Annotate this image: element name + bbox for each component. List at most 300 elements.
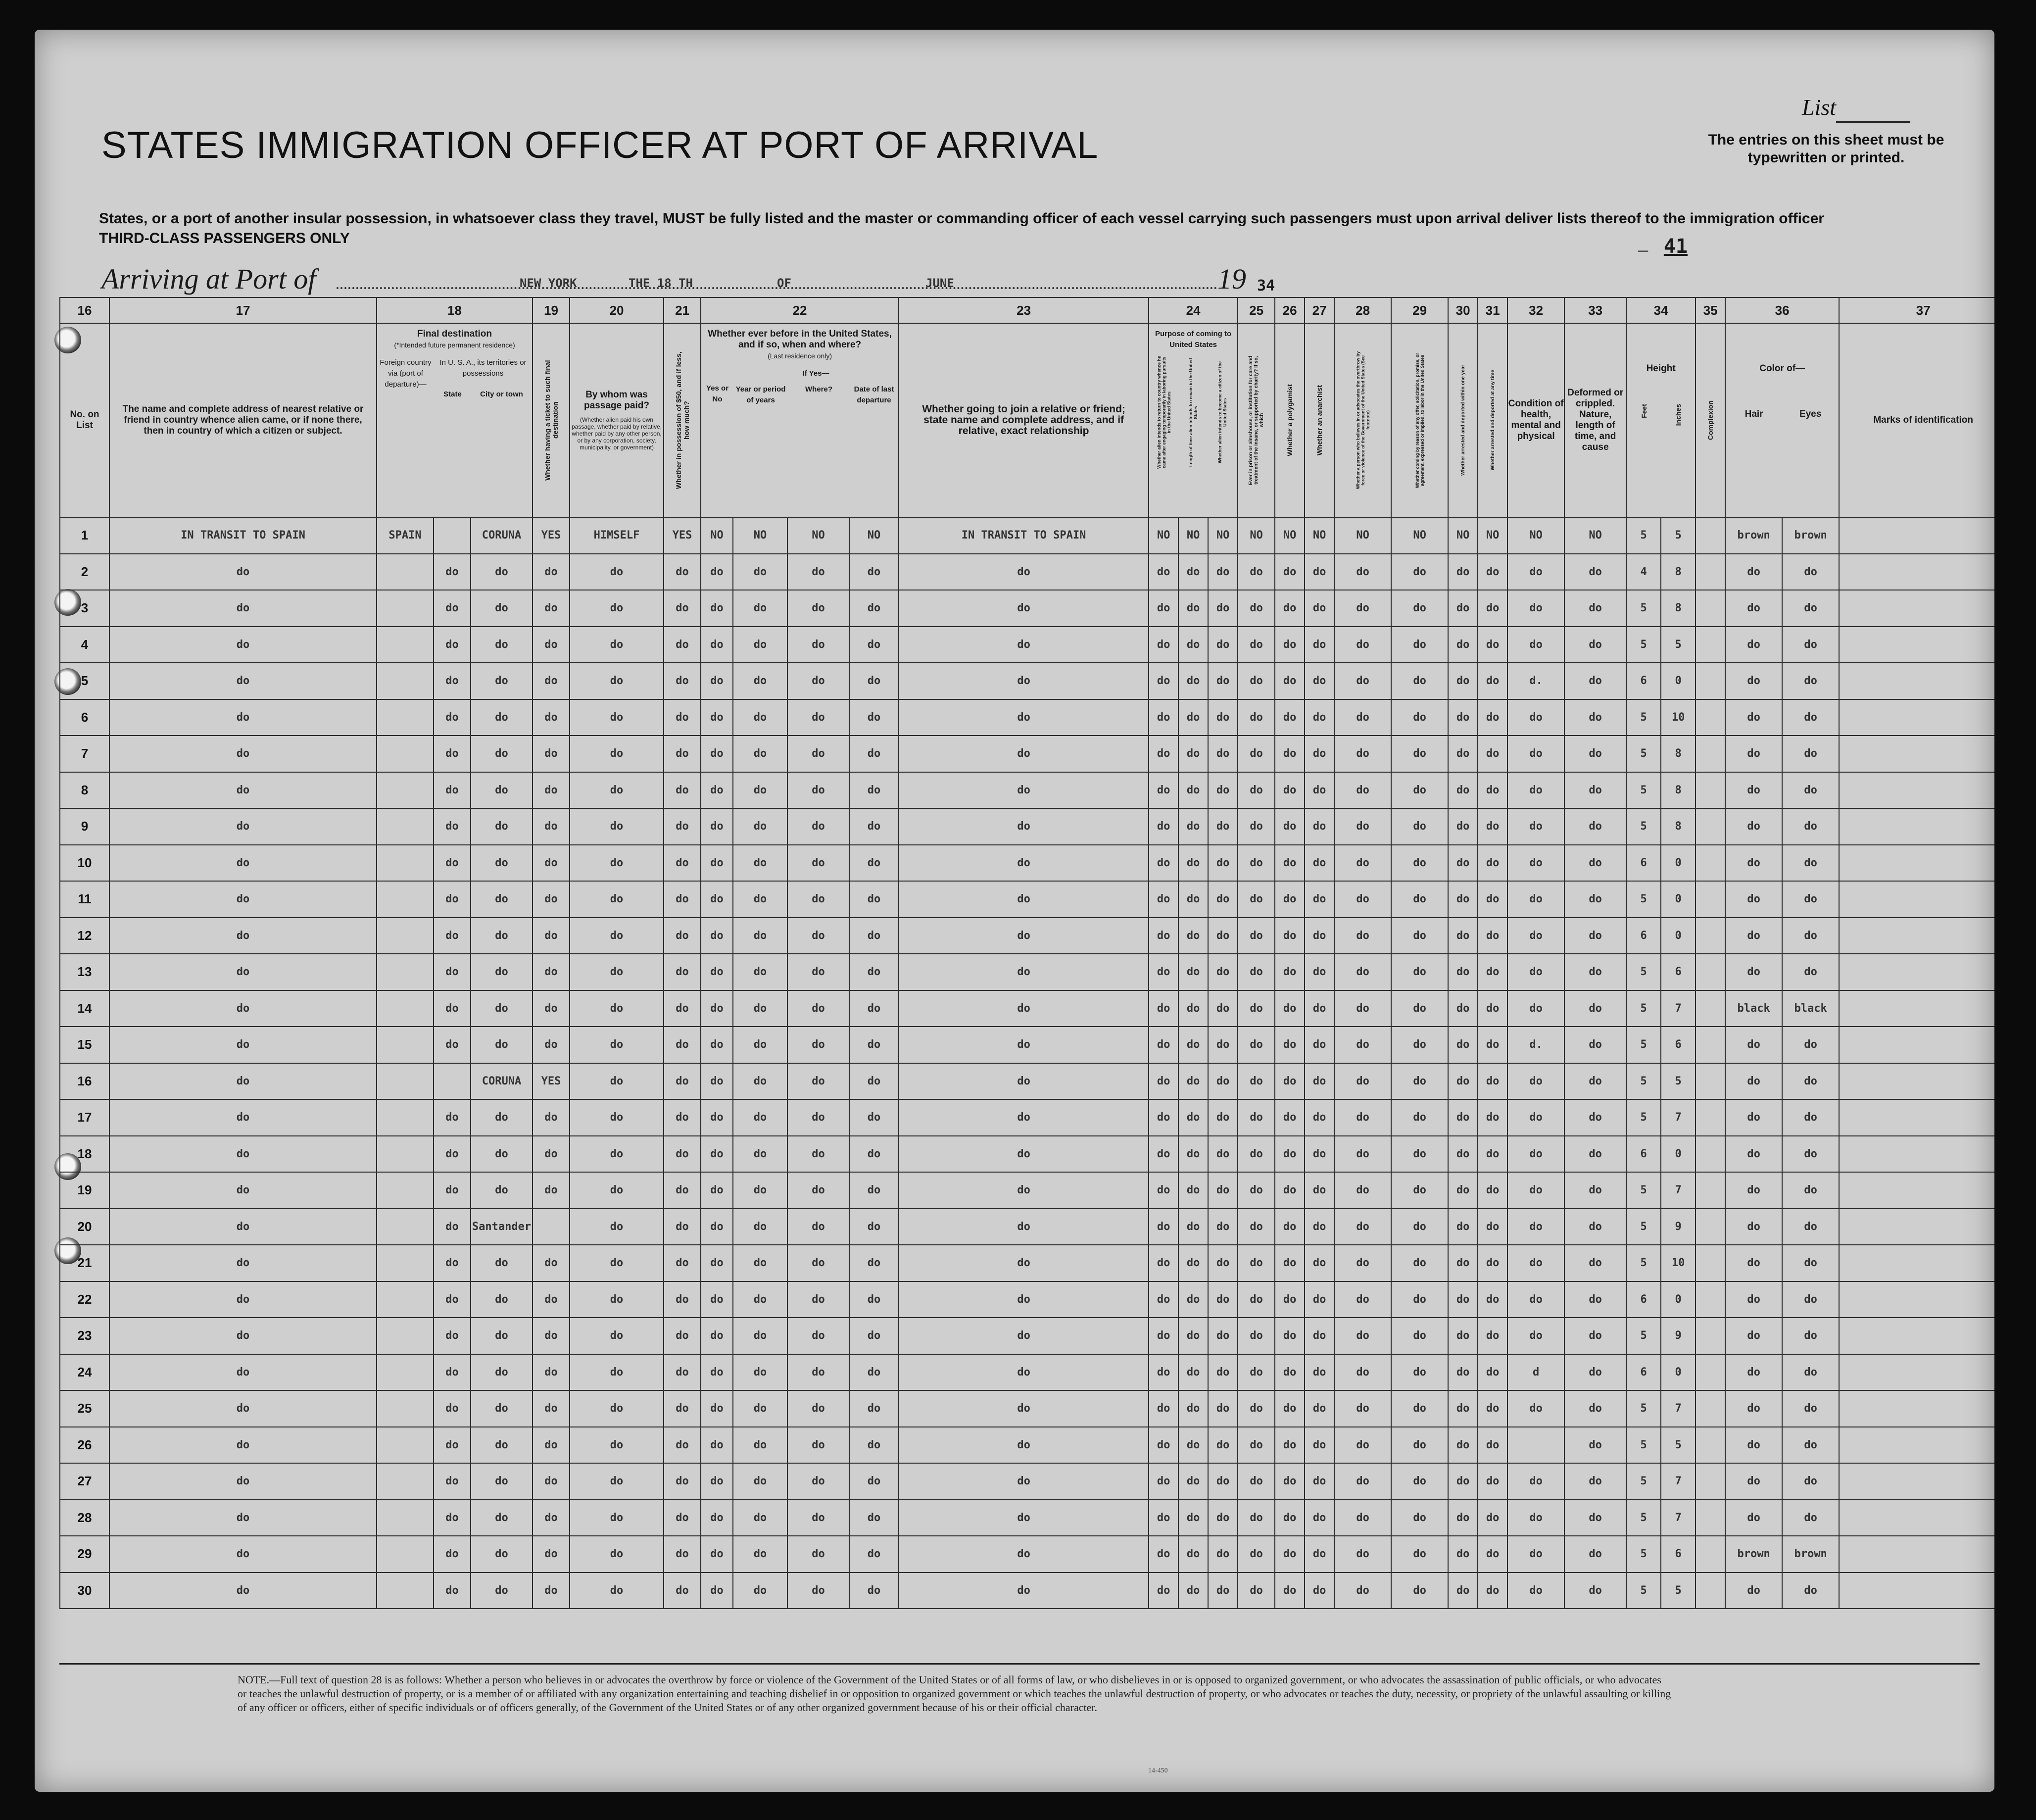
cell-c29: do [1391, 1390, 1448, 1427]
cell-yn: do [701, 808, 733, 845]
cell-c17: do [109, 736, 377, 772]
cell-where: do [787, 954, 849, 990]
year-period-label: Year or period of years [735, 385, 786, 404]
cell-c35 [1696, 1500, 1725, 1536]
cell-c17: do [109, 954, 377, 990]
cell-in: 7 [1661, 1172, 1696, 1209]
cell-c35 [1696, 1427, 1725, 1464]
cell-c23: do [899, 1245, 1149, 1281]
cell-c28: do [1334, 1427, 1391, 1464]
cell-in: 9 [1661, 1318, 1696, 1354]
cell-c31: do [1478, 1500, 1507, 1536]
month-value: JUNE [925, 276, 954, 290]
col-number: 34 [1626, 297, 1696, 323]
cell-city: CORUNA [471, 1063, 533, 1100]
cell-c33: do [1564, 1281, 1626, 1318]
cell-c19: do [533, 1281, 570, 1318]
cell-c: do [1208, 736, 1238, 772]
cell-c27: do [1305, 1027, 1334, 1063]
cell-c27: do [1305, 1281, 1334, 1318]
cell-c27: do [1305, 845, 1334, 882]
cell-foreign [377, 1463, 434, 1500]
cell-ft: 5 [1626, 1500, 1661, 1536]
cell-c20: do [570, 1209, 664, 1245]
cell-ft: 5 [1626, 1390, 1661, 1427]
cell-ft: 5 [1626, 517, 1661, 554]
cell-c35 [1696, 663, 1725, 699]
cell-c23: do [899, 1027, 1149, 1063]
cell-yn: do [701, 663, 733, 699]
cell-c30: do [1448, 1172, 1478, 1209]
cell-c27: do [1305, 736, 1334, 772]
cell-a: do [1149, 1209, 1178, 1245]
cell-city: Santander [471, 1209, 533, 1245]
cell-c17: do [109, 808, 377, 845]
cell-ft: 6 [1626, 663, 1661, 699]
cell-c25: do [1238, 699, 1275, 736]
cell-eyes: do [1782, 772, 1839, 809]
cell-c19: do [533, 1099, 570, 1136]
cell-a: do [1149, 1063, 1178, 1100]
cell-c31: do [1478, 954, 1507, 990]
cell-yr: do [733, 918, 787, 954]
cell-yn: do [701, 990, 733, 1027]
cell-yr: do [733, 1573, 787, 1609]
cell-c30: do [1448, 1354, 1478, 1391]
cell-c19: do [533, 990, 570, 1027]
cell-c25: do [1238, 1063, 1275, 1100]
table-row [60, 554, 1994, 590]
cell-in: 10 [1661, 699, 1696, 736]
cell-c20: do [570, 590, 664, 627]
cell-in: 0 [1661, 1281, 1696, 1318]
cell-a: do [1149, 1172, 1178, 1209]
header-prison [1238, 323, 1275, 517]
cell-b: do [1178, 1063, 1208, 1100]
cell-c21: do [664, 1427, 701, 1464]
cell-ft: 6 [1626, 918, 1661, 954]
cell-c17: do [109, 1318, 377, 1354]
cell-a: do [1149, 554, 1178, 590]
cell-c21: do [664, 1573, 701, 1609]
cell-c21: do [664, 554, 701, 590]
cell-hair: do [1725, 881, 1782, 918]
cell-yr: do [733, 845, 787, 882]
cell-c35 [1696, 1463, 1725, 1500]
year-prefix: 19 [1217, 263, 1246, 295]
cell-state: do [434, 1354, 471, 1391]
cell-date: do [849, 1063, 899, 1100]
cell-city: do [471, 881, 533, 918]
cell-c19: do [533, 1172, 570, 1209]
cell-where: do [787, 845, 849, 882]
subtitle: States, or a port of another insular possession, in whatsoever class they travel, MUST be fully listed and the master or commanding officer of each vessel carrying such passengers must upon arrival deliver lists thereof to the immigration officer [99, 210, 1824, 227]
cell-c27: do [1305, 554, 1334, 590]
passage-paid-subtitle: (Whether alien paid his own passage, whether paid by relative, whether paid by any other person, or by any corporation, society, municipality, or government) [571, 416, 662, 451]
eyes-label: Eyes [1799, 409, 1822, 419]
cell-c30: do [1448, 1027, 1478, 1063]
table-row [60, 1536, 1994, 1573]
cell-c17: do [109, 845, 377, 882]
cell-c25: do [1238, 772, 1275, 809]
cell-c: do [1208, 918, 1238, 954]
cell-c30: do [1448, 1390, 1478, 1427]
cell-state: do [434, 918, 471, 954]
cell-c33: do [1564, 1063, 1626, 1100]
cell-in: 9 [1661, 1209, 1696, 1245]
cell-c26: do [1275, 627, 1305, 663]
header-nearest-relative: The name and complete address of nearest relative or friend in country whence alien came, or if none there, then in country of which a citizen or subject. [109, 323, 377, 517]
table-row [60, 1318, 1994, 1354]
cell-a: do [1149, 918, 1178, 954]
cell-marks [1839, 1318, 1994, 1354]
cell-date: do [849, 554, 899, 590]
page-title: STATES IMMIGRATION OFFICER AT PORT OF ARRIVAL [101, 124, 1099, 166]
cell-hair: do [1725, 590, 1782, 627]
cell-city: do [471, 663, 533, 699]
cell-no: 24 [60, 1354, 109, 1391]
cell-eyes: do [1782, 1573, 1839, 1609]
cell-eyes: do [1782, 627, 1839, 663]
cell-yn: do [701, 772, 733, 809]
cell-state: do [434, 1281, 471, 1318]
cell-c31: do [1478, 554, 1507, 590]
cell-c21: do [664, 1318, 701, 1354]
table-row [60, 699, 1994, 736]
col-number: 21 [664, 297, 701, 323]
cell-c25: do [1238, 1500, 1275, 1536]
cell-a: do [1149, 1500, 1178, 1536]
cell-c23: do [899, 1390, 1149, 1427]
cell-c29: do [1391, 1172, 1448, 1209]
cell-city: do [471, 1281, 533, 1318]
cell-b: do [1178, 1573, 1208, 1609]
cell-eyes: do [1782, 1245, 1839, 1281]
cell-in: 7 [1661, 1463, 1696, 1500]
cell-c19: do [533, 590, 570, 627]
cell-where: do [787, 1573, 849, 1609]
final-destination-subtitle: (*Intended future permanent residence) [394, 341, 515, 349]
cell-c21: do [664, 881, 701, 918]
cell-date: do [849, 954, 899, 990]
cell-eyes: do [1782, 1027, 1839, 1063]
purpose-length-label: Length of time alien intends to remain in the United States [1188, 358, 1199, 467]
cell-c33: do [1564, 772, 1626, 809]
cell-c29: do [1391, 1136, 1448, 1173]
cell-c27: NO [1305, 517, 1334, 554]
cell-hair: do [1725, 1463, 1782, 1500]
cell-yn: do [701, 881, 733, 918]
cell-c25: do [1238, 954, 1275, 990]
cell-c28: do [1334, 881, 1391, 918]
cell-c32: do [1507, 1573, 1564, 1609]
cell-c17: do [109, 772, 377, 809]
cell-city: CORUNA [471, 517, 533, 554]
cell-no: 7 [60, 736, 109, 772]
cell-where: do [787, 1281, 849, 1318]
cell-ft: 5 [1626, 1536, 1661, 1573]
cell-eyes: do [1782, 699, 1839, 736]
cell-a: do [1149, 845, 1178, 882]
cell-c17: do [109, 1063, 377, 1100]
cell-c19: do [533, 554, 570, 590]
cell-c30: do [1448, 663, 1478, 699]
cell-city: do [471, 1536, 533, 1573]
cell-c35 [1696, 1099, 1725, 1136]
cell-c33: do [1564, 1209, 1626, 1245]
cell-c19: do [533, 1390, 570, 1427]
cell-c25: do [1238, 1172, 1275, 1209]
cell-foreign [377, 990, 434, 1027]
cell-c26: do [1275, 1245, 1305, 1281]
cell-c21: do [664, 772, 701, 809]
cell-where: do [787, 1209, 849, 1245]
cell-c17: do [109, 1027, 377, 1063]
cell-in: 0 [1661, 1136, 1696, 1173]
cell-marks [1839, 845, 1994, 882]
header-height [1626, 323, 1696, 517]
cell-ft: 5 [1626, 1099, 1661, 1136]
cell-c: do [1208, 1318, 1238, 1354]
cell-a: do [1149, 1536, 1178, 1573]
cell-c23: do [899, 1172, 1149, 1209]
header-complexion [1696, 323, 1725, 517]
cell-c35 [1696, 954, 1725, 990]
cell-yr: do [733, 699, 787, 736]
cell-c32: do [1507, 736, 1564, 772]
cell-c23: do [899, 554, 1149, 590]
cell-yn: do [701, 918, 733, 954]
cell-where: do [787, 554, 849, 590]
cell-c33: do [1564, 1099, 1626, 1136]
cell-a: do [1149, 881, 1178, 918]
usa-label: In U. S. A., its territories or possessions [439, 358, 527, 378]
cell-c35 [1696, 918, 1725, 954]
cell-c29: do [1391, 1318, 1448, 1354]
cell-hair: do [1725, 1099, 1782, 1136]
cell-city: do [471, 918, 533, 954]
cell-eyes: do [1782, 918, 1839, 954]
cell-c23: do [899, 1463, 1149, 1500]
cell-c19: do [533, 808, 570, 845]
cell-c26: do [1275, 845, 1305, 882]
cell-foreign [377, 1354, 434, 1391]
cell-where: do [787, 808, 849, 845]
cell-eyes: do [1782, 663, 1839, 699]
cell-c26: do [1275, 1318, 1305, 1354]
cell-marks [1839, 1536, 1994, 1573]
cell-b: do [1178, 1318, 1208, 1354]
cell-date: do [849, 1027, 899, 1063]
cell-hair: do [1725, 845, 1782, 882]
cell-c25: do [1238, 1245, 1275, 1281]
cell-c: do [1208, 1354, 1238, 1391]
cell-b: do [1178, 1427, 1208, 1464]
cell-c29: do [1391, 1536, 1448, 1573]
cell-date: do [849, 1136, 899, 1173]
cell-c32: d. [1507, 1027, 1564, 1063]
cell-c17: do [109, 1536, 377, 1573]
cell-b: do [1178, 845, 1208, 882]
cell-c20: do [570, 627, 664, 663]
cell-c32: do [1507, 772, 1564, 809]
cell-c29: do [1391, 627, 1448, 663]
cell-c28: do [1334, 845, 1391, 882]
cell-c30: do [1448, 554, 1478, 590]
col-number: 17 [109, 297, 377, 323]
cell-c35 [1696, 627, 1725, 663]
cell-date: do [849, 845, 899, 882]
cell-marks [1839, 1099, 1994, 1136]
cell-date: do [849, 699, 899, 736]
cell-state: do [434, 590, 471, 627]
cell-c32: d [1507, 1354, 1564, 1391]
cell-in: 0 [1661, 881, 1696, 918]
cell-c35 [1696, 845, 1725, 882]
cell-hair: brown [1725, 517, 1782, 554]
cell-c35 [1696, 699, 1725, 736]
cell-c20: do [570, 1463, 664, 1500]
cell-city: do [471, 1099, 533, 1136]
cell-c27: do [1305, 1427, 1334, 1464]
cell-c33: NO [1564, 517, 1626, 554]
cell-no: 1 [60, 517, 109, 554]
cell-c30: do [1448, 1209, 1478, 1245]
cell-c26: do [1275, 1172, 1305, 1209]
cell-b: do [1178, 808, 1208, 845]
cell-ft: 5 [1626, 590, 1661, 627]
cell-c23: do [899, 1354, 1149, 1391]
cell-c32: do [1507, 1245, 1564, 1281]
cell-c27: do [1305, 808, 1334, 845]
cell-state: do [434, 1318, 471, 1354]
table-row [60, 517, 1994, 554]
col-number: 19 [533, 297, 570, 323]
cell-where: do [787, 1500, 849, 1536]
anarchist-label: Whether an anarchist [1315, 385, 1324, 456]
cell-c31: do [1478, 590, 1507, 627]
cell-state: do [434, 1427, 471, 1464]
if-yes-label: If Yes— [802, 369, 829, 378]
cell-c28: do [1334, 1172, 1391, 1209]
cell-hair: do [1725, 699, 1782, 736]
cell-c28: do [1334, 918, 1391, 954]
cell-c26: do [1275, 1463, 1305, 1500]
cell-state: do [434, 736, 471, 772]
cell-yr: do [733, 772, 787, 809]
cell-c33: do [1564, 1136, 1626, 1173]
cell-yr: do [733, 627, 787, 663]
cell-c21: do [664, 1172, 701, 1209]
header-ever-before [701, 323, 899, 517]
cell-b: do [1178, 1136, 1208, 1173]
cell-b: do [1178, 1390, 1208, 1427]
cell-hair: do [1725, 918, 1782, 954]
cell-no: 15 [60, 1027, 109, 1063]
cell-hair: black [1725, 990, 1782, 1027]
cell-hair: brown [1725, 1536, 1782, 1573]
cell-b: do [1178, 590, 1208, 627]
cell-c35 [1696, 1136, 1725, 1173]
cell-c29: do [1391, 1245, 1448, 1281]
cell-c35 [1696, 1281, 1725, 1318]
cell-marks [1839, 1245, 1994, 1281]
cell-yn: do [701, 1536, 733, 1573]
cell-c: do [1208, 845, 1238, 882]
cell-yr: do [733, 554, 787, 590]
cell-yn: do [701, 1209, 733, 1245]
cell-in: 6 [1661, 1027, 1696, 1063]
cell-c30: do [1448, 845, 1478, 882]
cell-eyes: do [1782, 1063, 1839, 1100]
cell-yr: do [733, 990, 787, 1027]
cell-date: do [849, 627, 899, 663]
cell-c28: do [1334, 1063, 1391, 1100]
cell-c30: do [1448, 990, 1478, 1027]
typewritten-note: The entries on this sheet must be typewritten or printed. [1708, 132, 1944, 166]
cell-foreign [377, 1318, 434, 1354]
cell-c23: do [899, 954, 1149, 990]
cell-c17: do [109, 1573, 377, 1609]
cell-c33: do [1564, 1427, 1626, 1464]
cell-c32: do [1507, 1536, 1564, 1573]
cell-yn: do [701, 1427, 733, 1464]
cell-yr: do [733, 1390, 787, 1427]
cell-c35 [1696, 1172, 1725, 1209]
cell-c: do [1208, 1427, 1238, 1464]
cell-b: do [1178, 1027, 1208, 1063]
cell-no: 12 [60, 918, 109, 954]
cell-yn: do [701, 736, 733, 772]
cell-c28: do [1334, 1245, 1391, 1281]
cell-c23: do [899, 1573, 1149, 1609]
cell-c26: do [1275, 1354, 1305, 1391]
cell-foreign [377, 1172, 434, 1209]
cell-b: do [1178, 1281, 1208, 1318]
city-label: City or town [480, 390, 523, 398]
table-row [60, 627, 1994, 663]
col-number: 32 [1507, 297, 1564, 323]
cell-c32: do [1507, 1390, 1564, 1427]
cell-c28: do [1334, 1463, 1391, 1500]
manifest-table [59, 297, 1994, 1609]
table-row [60, 1136, 1994, 1173]
cell-foreign [377, 918, 434, 954]
cell-eyes: do [1782, 1318, 1839, 1354]
cell-c: do [1208, 1390, 1238, 1427]
cell-marks [1839, 990, 1994, 1027]
cell-date: do [849, 1500, 899, 1536]
cell-c32: do [1507, 1136, 1564, 1173]
cell-state: do [434, 1136, 471, 1173]
cell-c26: do [1275, 1099, 1305, 1136]
cell-hair: do [1725, 1172, 1782, 1209]
cell-a: do [1149, 1027, 1178, 1063]
cell-a: do [1149, 1281, 1178, 1318]
cell-c20: do [570, 1390, 664, 1427]
cell-yn: do [701, 627, 733, 663]
header-deported-one-year [1448, 323, 1478, 517]
cell-c25: do [1238, 1209, 1275, 1245]
cell-marks [1839, 1172, 1994, 1209]
cell-c25: do [1238, 918, 1275, 954]
cell-yn: do [701, 954, 733, 990]
cell-ft: 5 [1626, 627, 1661, 663]
cell-in: 7 [1661, 1099, 1696, 1136]
cell-c26: do [1275, 1027, 1305, 1063]
cell-c35 [1696, 1536, 1725, 1573]
cell-c20: do [570, 845, 664, 882]
